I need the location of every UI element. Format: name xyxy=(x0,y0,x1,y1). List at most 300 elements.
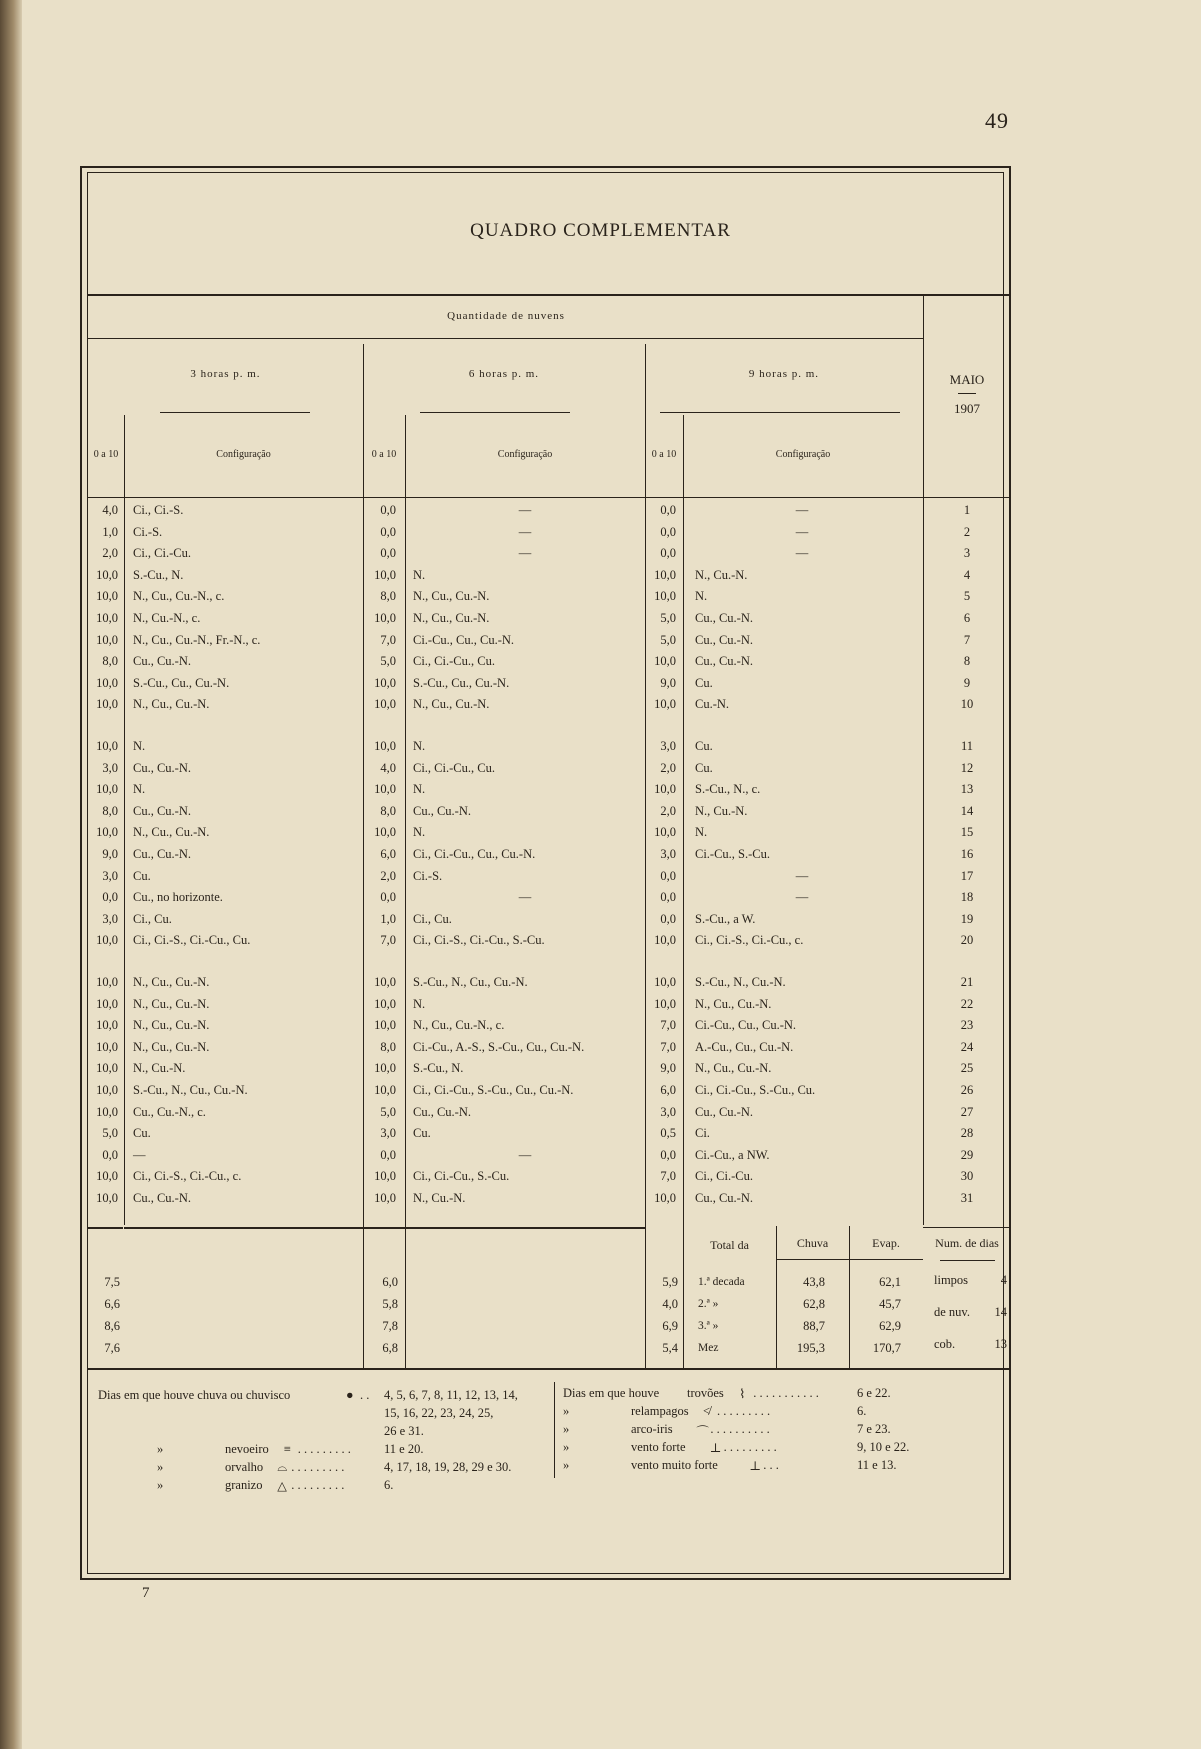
dot-leader: . . . . . . . . . xyxy=(297,1442,351,1456)
cover-6pm: 10,0 xyxy=(374,996,396,1011)
cover-3pm: 0,0 xyxy=(102,890,118,905)
cover-6pm: 1,0 xyxy=(380,911,396,926)
cover-6pm: 2,0 xyxy=(380,868,396,883)
config-6pm: Ci.-Cu., A.-S., S.-Cu., Cu., Cu.-N. xyxy=(413,1039,585,1054)
config-9pm: — xyxy=(795,503,809,517)
cover-3pm: 10,0 xyxy=(96,825,118,840)
cover-9pm: 10,0 xyxy=(654,697,676,712)
day-number: 26 xyxy=(960,1083,974,1097)
config-6pm: S.-Cu., Cu., Cu.-N. xyxy=(413,675,510,690)
page-number: 49 xyxy=(985,108,1009,133)
config-9pm: Ci.-Cu., S.-Cu. xyxy=(695,847,771,861)
cover-3pm: 10,0 xyxy=(96,739,118,753)
cover-9pm: 0,5 xyxy=(660,1126,676,1141)
config-3pm: N. xyxy=(133,782,146,797)
config-6pm: N. xyxy=(413,782,426,797)
day-number: 7 xyxy=(963,632,971,647)
day-number: 8 xyxy=(963,654,971,669)
col-scale: 0 a 10 xyxy=(93,449,119,460)
cover-9pm: 5,0 xyxy=(660,611,676,625)
config-6pm: — xyxy=(518,524,532,539)
total-evap: 62,9 xyxy=(879,1319,901,1333)
config-9pm: Ci.-Cu., Cu., Cu.-N. xyxy=(695,1018,797,1033)
footnote-prefix: » xyxy=(563,1458,570,1472)
day-number: 17 xyxy=(960,868,974,883)
config-9pm: Cu., Cu.-N. xyxy=(695,611,753,625)
config-9pm: Ci.-Cu., a NW. xyxy=(695,1147,770,1162)
total-rain: 195,3 xyxy=(796,1341,825,1355)
weather-symbol-icon: △ xyxy=(277,1479,287,1493)
config-3pm: N., Cu., Cu.-N. xyxy=(133,975,210,989)
rule xyxy=(88,338,924,339)
config-6pm: — xyxy=(518,546,532,561)
book-spine xyxy=(0,0,22,1749)
config-9pm: A.-Cu., Cu., Cu.-N. xyxy=(695,1039,794,1054)
config-9pm: S.-Cu., a W. xyxy=(695,911,756,926)
config-6pm: S.-Cu., N. xyxy=(413,1061,464,1076)
col-config: Configuração xyxy=(775,449,831,460)
weather-symbol-icon: ⌓ xyxy=(277,1460,288,1474)
config-9pm: — xyxy=(795,546,809,561)
footnote-prefix: » xyxy=(157,1460,164,1474)
config-6pm: Ci., Ci.-Cu., Cu. xyxy=(413,760,495,775)
cover-9pm: 10,0 xyxy=(654,782,676,797)
rule xyxy=(405,1227,645,1229)
cover-6pm: 10,0 xyxy=(374,1018,396,1033)
days-count-value: 4 xyxy=(1000,1273,1007,1287)
footnote-value: 4, 5, 6, 7, 8, 11, 12, 13, 14, xyxy=(384,1388,518,1402)
dot-leader: . . . . . . . . . . . xyxy=(753,1386,819,1400)
config-6pm: Ci., Ci.-S., Ci.-Cu., S.-Cu. xyxy=(413,933,545,948)
rule xyxy=(420,412,570,413)
footnote-label: arco-iris xyxy=(631,1422,673,1436)
total-rain: 43,8 xyxy=(803,1275,825,1289)
cover-3pm: 8,0 xyxy=(102,803,118,818)
cover-3pm: 10,0 xyxy=(96,1104,118,1119)
config-6pm: N. xyxy=(413,825,426,840)
day-number: 16 xyxy=(960,847,974,861)
footnote-value: 6. xyxy=(384,1478,394,1492)
config-9pm: N. xyxy=(695,589,708,604)
cover-3pm: 10,0 xyxy=(96,782,118,797)
config-3pm: Cu. xyxy=(133,868,151,883)
config-6pm: Cu., Cu.-N. xyxy=(413,1104,471,1119)
config-9pm: Cu., Cu.-N. xyxy=(695,1104,753,1119)
config-9pm: Ci., Ci.-S., Ci.-Cu., c. xyxy=(695,933,804,948)
total-period: 2.ª » xyxy=(698,1298,719,1310)
config-6pm: N. xyxy=(413,996,426,1011)
weather-symbol-icon: ⌒ xyxy=(696,1425,709,1439)
col-config: Configuração xyxy=(216,449,271,460)
footnote-value: 7 e 23. xyxy=(857,1422,891,1436)
cover-6pm: 0,0 xyxy=(380,890,396,905)
mean-9pm: 5,9 xyxy=(662,1275,678,1289)
config-9pm: — xyxy=(795,524,809,539)
rule xyxy=(940,1260,995,1261)
dot-leader: . . xyxy=(360,1388,370,1402)
cover-6pm: 10,0 xyxy=(374,739,396,753)
cover-3pm: 3,0 xyxy=(102,911,118,926)
cover-6pm: 0,0 xyxy=(380,524,396,539)
cover-6pm: 7,0 xyxy=(380,632,396,647)
config-9pm: — xyxy=(795,890,809,905)
cover-9pm: 10,0 xyxy=(654,567,676,582)
footnote-value: 9, 10 e 22. xyxy=(857,1440,910,1454)
config-3pm: Ci., Cu. xyxy=(133,911,172,926)
config-3pm: Ci., Ci.-Cu. xyxy=(133,546,191,561)
cover-6pm: 0,0 xyxy=(380,503,396,517)
weather-symbol-icon: ⊥ xyxy=(709,1441,722,1455)
group-9pm: 9 horas p. m. xyxy=(748,368,820,380)
cover-9pm: 2,0 xyxy=(660,803,676,818)
config-3pm: Ci., Ci.-S., Ci.-Cu., Cu. xyxy=(133,933,251,948)
config-9pm: Cu. xyxy=(695,760,713,775)
day-number: 9 xyxy=(963,675,971,690)
config-6pm: — xyxy=(518,890,532,905)
table-title: QUADRO COMPLEMENTAR xyxy=(470,220,731,241)
cover-9pm: 6,0 xyxy=(660,1083,676,1097)
dot-leader: . . . . . . . . . xyxy=(717,1404,771,1418)
footnote-label: nevoeiro xyxy=(225,1442,269,1456)
days-count-value: 13 xyxy=(994,1337,1007,1351)
config-9pm: Ci., Ci.-Cu., S.-Cu., Cu. xyxy=(695,1083,816,1097)
days-count-label: limpos xyxy=(934,1273,969,1287)
config-6pm: N., Cu.-N. xyxy=(413,1191,466,1205)
cover-6pm: 3,0 xyxy=(380,1126,396,1141)
config-3pm: Ci.-S. xyxy=(133,524,163,539)
total-evap: 170,7 xyxy=(872,1341,901,1355)
cover-9pm: 9,0 xyxy=(660,675,676,690)
config-9pm: Cu., Cu.-N. xyxy=(695,654,753,669)
month-label: MAIO xyxy=(949,372,985,387)
cover-3pm: 10,0 xyxy=(96,1191,118,1205)
mean-6pm: 6,0 xyxy=(382,1275,398,1289)
group-3pm: 3 horas p. m. xyxy=(190,368,261,380)
cover-9pm: 3,0 xyxy=(660,739,676,753)
footnote-prefix: » xyxy=(563,1440,570,1454)
total-period: Mez xyxy=(698,1342,719,1354)
cover-3pm: 3,0 xyxy=(102,760,118,775)
cover-3pm: 10,0 xyxy=(96,675,118,690)
config-6pm: Ci.-Cu., Cu., Cu.-N. xyxy=(413,632,515,647)
cover-9pm: 3,0 xyxy=(660,847,676,861)
signature-number: 7 xyxy=(142,1585,150,1601)
cover-9pm: 10,0 xyxy=(654,1191,676,1205)
cover-3pm: 2,0 xyxy=(102,546,118,561)
config-6pm: Cu., Cu.-N. xyxy=(413,803,471,818)
cover-6pm: 10,0 xyxy=(374,975,396,989)
footnote-prefix: » xyxy=(157,1442,164,1456)
config-3pm: Ci., Ci.-S., Ci.-Cu., c. xyxy=(133,1169,242,1184)
rule xyxy=(776,1259,923,1260)
cover-9pm: 0,0 xyxy=(660,503,676,517)
weather-symbol-icon: ⌇ xyxy=(739,1387,746,1401)
col-divider xyxy=(554,1382,555,1478)
cover-3pm: 0,0 xyxy=(102,1147,118,1162)
cover-9pm: 0,0 xyxy=(660,890,676,905)
config-3pm: Cu., Cu.-N. xyxy=(133,847,191,861)
config-6pm: Ci., Ci.-Cu., Cu., Cu.-N. xyxy=(413,847,536,861)
dot-leader: . . . xyxy=(763,1458,779,1472)
config-3pm: N., Cu., Cu.-N. xyxy=(133,697,210,712)
day-number: 30 xyxy=(960,1169,974,1184)
config-3pm: N., Cu., Cu.-N., c. xyxy=(133,589,225,604)
config-6pm: — xyxy=(518,503,532,517)
config-3pm: Cu., Cu.-N. xyxy=(133,1191,191,1205)
footnote-prefix: Dias em que houve chuva ou chuvisco xyxy=(98,1388,291,1402)
rule xyxy=(124,1227,363,1229)
rule xyxy=(363,1227,405,1229)
cover-6pm: 5,0 xyxy=(380,1104,396,1119)
cover-3pm: 9,0 xyxy=(102,847,118,861)
totals-label: Total da xyxy=(710,1238,749,1252)
footnote-value: 15, 16, 22, 23, 24, 25, xyxy=(384,1406,494,1420)
footnote-label: granizo xyxy=(225,1478,263,1492)
group-6pm: 6 horas p. m. xyxy=(468,368,540,380)
config-6pm: — xyxy=(518,1147,532,1162)
cover-9pm: 9,0 xyxy=(660,1061,676,1076)
cover-3pm: 10,0 xyxy=(96,1169,118,1184)
total-rain: 88,7 xyxy=(803,1319,825,1333)
config-6pm: Ci.-S. xyxy=(413,868,443,883)
config-3pm: S.-Cu., N., Cu., Cu.-N. xyxy=(133,1083,248,1097)
day-number: 1 xyxy=(963,503,971,517)
config-3pm: N. xyxy=(133,739,146,753)
total-period: 1.ª decada xyxy=(698,1276,745,1288)
day-number: 25 xyxy=(960,1061,974,1076)
config-6pm: N., Cu., Cu.-N. xyxy=(413,611,490,625)
cover-9pm: 7,0 xyxy=(660,1018,676,1033)
day-number: 6 xyxy=(963,611,971,625)
config-3pm: N., Cu.-N., c. xyxy=(133,611,201,625)
config-9pm: N., Cu., Cu.-N. xyxy=(695,996,772,1011)
col-scale: 0 a 10 xyxy=(371,449,397,460)
dot-leader: . . . . . . . . . xyxy=(291,1478,345,1492)
day-number: 2 xyxy=(963,524,971,539)
footnote-label: orvalho xyxy=(225,1460,264,1474)
footnote-value: 11 e 20. xyxy=(384,1442,424,1456)
config-3pm: — xyxy=(133,1147,146,1162)
dot-leader: . . . . . . . . . xyxy=(723,1440,777,1454)
rule xyxy=(88,1368,1010,1370)
cover-3pm: 10,0 xyxy=(96,975,118,989)
cover-6pm: 10,0 xyxy=(374,675,396,690)
cover-6pm: 10,0 xyxy=(374,1169,396,1184)
cover-6pm: 10,0 xyxy=(374,1083,396,1097)
day-number: 22 xyxy=(960,996,974,1011)
cover-3pm: 10,0 xyxy=(96,1061,118,1076)
footnote-label: relampagos xyxy=(631,1404,689,1418)
mean-9pm: 5,4 xyxy=(662,1341,678,1355)
cover-6pm: 6,0 xyxy=(380,847,396,861)
evap-header: Evap. xyxy=(872,1236,900,1250)
day-number: 3 xyxy=(963,546,971,561)
rule xyxy=(88,497,1010,498)
config-6pm: Ci., Ci.-Cu., S.-Cu. xyxy=(413,1169,510,1184)
total-evap: 45,7 xyxy=(879,1297,901,1311)
config-6pm: Ci., Ci.-Cu., S.-Cu., Cu., Cu.-N. xyxy=(413,1083,574,1097)
clouds-header: Quantidade de nuvens xyxy=(447,310,565,322)
cover-3pm: 10,0 xyxy=(96,1039,118,1054)
footnote-value: 6 e 22. xyxy=(857,1386,891,1400)
cover-9pm: 7,0 xyxy=(660,1039,676,1054)
day-number: 15 xyxy=(960,825,974,840)
cover-3pm: 10,0 xyxy=(96,697,118,712)
cover-3pm: 3,0 xyxy=(102,868,118,883)
year-label: 1907 xyxy=(954,401,980,416)
day-number: 11 xyxy=(960,739,974,753)
mean-9pm: 4,0 xyxy=(662,1297,678,1311)
days-count-label: de nuv. xyxy=(934,1305,970,1319)
col-scale: 0 a 10 xyxy=(651,449,677,460)
cover-9pm: 0,0 xyxy=(660,911,676,926)
days-count-value: 14 xyxy=(994,1305,1007,1319)
config-9pm: Cu. xyxy=(695,739,713,753)
config-9pm: Ci. xyxy=(695,1126,710,1141)
day-number: 28 xyxy=(960,1126,974,1141)
config-3pm: Ci., Ci.-S. xyxy=(133,503,184,517)
cover-9pm: 0,0 xyxy=(660,546,676,561)
mean-6pm: 6,8 xyxy=(382,1341,398,1355)
config-6pm: N., Cu., Cu.-N., c. xyxy=(413,1018,505,1033)
config-9pm: Cu.-N. xyxy=(695,697,730,712)
config-3pm: N., Cu.-N. xyxy=(133,1061,186,1076)
cover-6pm: 8,0 xyxy=(380,589,396,604)
cover-9pm: 5,0 xyxy=(660,632,676,647)
day-number: 24 xyxy=(960,1039,974,1054)
config-3pm: N., Cu., Cu.-N. xyxy=(133,996,210,1011)
day-number: 31 xyxy=(960,1191,974,1205)
cover-6pm: 0,0 xyxy=(380,546,396,561)
cover-9pm: 10,0 xyxy=(654,654,676,669)
days-count-label: cob. xyxy=(934,1337,956,1351)
weather-symbol-icon: ≮ xyxy=(703,1404,711,1418)
cover-6pm: 8,0 xyxy=(380,1039,396,1054)
config-9pm: N., Cu., Cu.-N. xyxy=(695,1061,772,1076)
dot-leader: . . . . . . . . . xyxy=(291,1460,345,1474)
day-number: 20 xyxy=(960,933,974,948)
cover-6pm: 7,0 xyxy=(380,933,396,948)
mean-3pm: 8,6 xyxy=(104,1319,120,1333)
mean-3pm: 7,5 xyxy=(104,1275,120,1289)
config-3pm: Cu., Cu.-N., c. xyxy=(133,1104,206,1119)
mean-6pm: 7,8 xyxy=(382,1319,398,1333)
days-header: Num. de dias xyxy=(935,1236,999,1250)
config-9pm: — xyxy=(795,868,809,883)
config-3pm: Cu. xyxy=(133,1126,151,1141)
footnote-label: vento muito forte xyxy=(631,1458,718,1472)
day-number: 5 xyxy=(963,589,971,604)
cover-6pm: 10,0 xyxy=(374,825,396,840)
rain-header: Chuva xyxy=(796,1236,829,1250)
mean-3pm: 6,6 xyxy=(104,1297,120,1311)
day-number: 19 xyxy=(960,911,974,926)
footnote-label: trovões xyxy=(687,1386,724,1400)
config-9pm: N. xyxy=(695,825,708,840)
footnote-prefix: » xyxy=(563,1422,570,1436)
rule xyxy=(160,412,310,413)
total-evap: 62,1 xyxy=(879,1275,901,1289)
config-6pm: N. xyxy=(413,567,426,582)
rule xyxy=(88,1227,123,1229)
cover-3pm: 5,0 xyxy=(102,1126,118,1141)
cover-6pm: 10,0 xyxy=(374,782,396,797)
footnote-label: vento forte xyxy=(631,1440,686,1454)
cover-3pm: 10,0 xyxy=(96,589,118,604)
total-period: 3.ª » xyxy=(698,1320,719,1332)
config-3pm: Cu., no horizonte. xyxy=(133,890,223,905)
config-3pm: Cu., Cu.-N. xyxy=(133,803,191,818)
config-3pm: Cu., Cu.-N. xyxy=(133,760,191,775)
dot-leader: . . . . . . . . . . xyxy=(710,1422,770,1436)
footnote-prefix: » xyxy=(157,1478,164,1492)
cover-9pm: 7,0 xyxy=(660,1169,676,1184)
config-3pm: S.-Cu., N. xyxy=(133,567,184,582)
cover-9pm: 10,0 xyxy=(654,825,676,840)
config-3pm: N., Cu., Cu.-N. xyxy=(133,1039,210,1054)
config-9pm: S.-Cu., N., Cu.-N. xyxy=(695,975,786,989)
config-3pm: Cu., Cu.-N. xyxy=(133,654,191,669)
day-number: 4 xyxy=(963,567,971,582)
config-9pm: Cu., Cu.-N. xyxy=(695,632,753,647)
rule xyxy=(958,393,976,394)
col-config: Configuração xyxy=(497,449,553,460)
cover-9pm: 3,0 xyxy=(660,1104,676,1119)
config-6pm: N., Cu., Cu.-N. xyxy=(413,697,490,712)
total-rain: 62,8 xyxy=(803,1297,825,1311)
day-number: 12 xyxy=(960,760,974,775)
cover-9pm: 0,0 xyxy=(660,1147,676,1162)
cover-6pm: 10,0 xyxy=(374,1191,396,1205)
config-3pm: S.-Cu., Cu., Cu.-N. xyxy=(133,675,230,690)
cover-6pm: 5,0 xyxy=(380,654,396,669)
footnote-value: 26 e 31. xyxy=(384,1424,424,1438)
day-number: 13 xyxy=(960,782,974,797)
cover-9pm: 2,0 xyxy=(660,760,676,775)
config-6pm: N. xyxy=(413,739,426,753)
mean-3pm: 7,6 xyxy=(104,1341,120,1355)
mean-9pm: 6,9 xyxy=(662,1319,678,1333)
cover-9pm: 0,0 xyxy=(660,524,676,539)
cover-6pm: 10,0 xyxy=(374,1061,396,1076)
cover-6pm: 0,0 xyxy=(380,1147,396,1162)
cover-3pm: 10,0 xyxy=(96,996,118,1011)
cover-3pm: 10,0 xyxy=(96,632,118,647)
cover-9pm: 0,0 xyxy=(660,868,676,883)
footnote-value: 4, 17, 18, 19, 28, 29 e 30. xyxy=(384,1460,512,1474)
config-9pm: Cu. xyxy=(695,675,713,690)
cover-6pm: 10,0 xyxy=(374,567,396,582)
config-9pm: N., Cu.-N. xyxy=(695,803,748,818)
cover-3pm: 10,0 xyxy=(96,611,118,625)
config-3pm: N., Cu., Cu.-N. xyxy=(133,825,210,840)
cover-3pm: 10,0 xyxy=(96,933,118,948)
config-9pm: S.-Cu., N., c. xyxy=(695,782,761,797)
config-9pm: Ci., Ci.-Cu. xyxy=(695,1169,753,1184)
cover-3pm: 4,0 xyxy=(102,503,118,517)
cover-6pm: 8,0 xyxy=(380,803,396,818)
footnote-value: 6. xyxy=(857,1404,867,1418)
footnote-value: 11 e 13. xyxy=(857,1458,897,1472)
cover-6pm: 10,0 xyxy=(374,697,396,712)
col-divider xyxy=(683,415,684,1369)
day-number: 27 xyxy=(960,1104,974,1119)
day-number: 23 xyxy=(960,1018,974,1033)
cover-3pm: 8,0 xyxy=(102,654,118,669)
footnote-prefix: Dias em que houve xyxy=(563,1386,660,1400)
cover-3pm: 10,0 xyxy=(96,1018,118,1033)
cover-9pm: 10,0 xyxy=(654,975,676,989)
